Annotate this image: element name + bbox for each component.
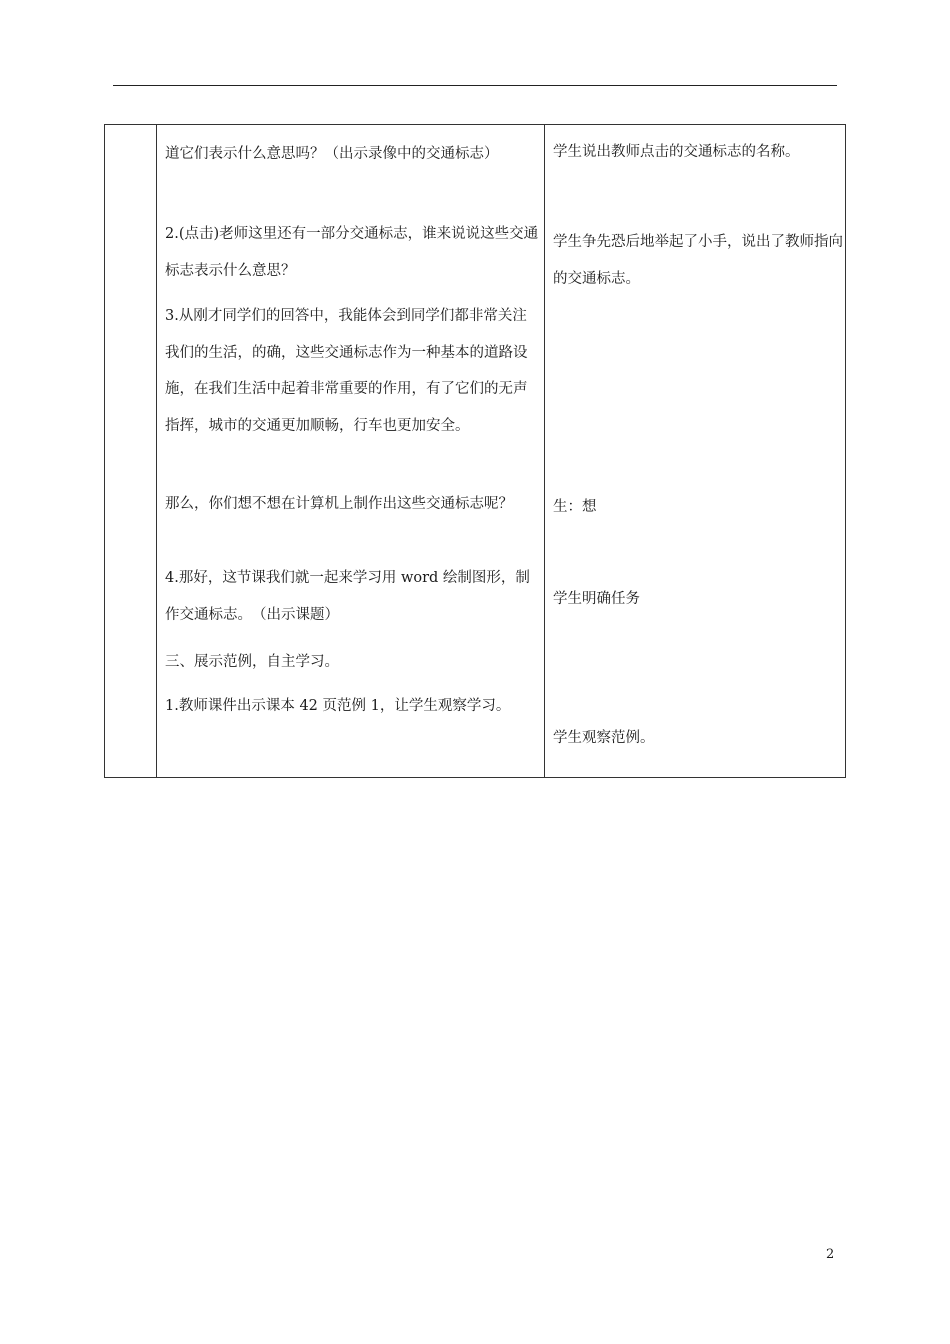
teacher-paragraph: 2.(点击)老师这里还有一部分交通标志，谁来说说这些交通标志表示什么意思？ [165,226,539,279]
student-paragraph: 学生说出教师点击的交通标志的名称。 [553,144,800,160]
student-paragraph: 学生观察范例。 [553,730,655,746]
lesson-table [104,124,846,778]
column-divider [156,125,157,777]
header-rule [113,85,837,86]
teacher-paragraph: 三、展示范例，自主学习。 [165,654,339,670]
column-divider [544,125,545,777]
page-number: 2 [826,1247,835,1262]
teacher-paragraph: 1.教师课件出示课本 42 页范例 1，让学生观察学习。 [165,698,511,714]
teacher-paragraph: 3.从刚才同学们的回答中，我能体会到同学们都非常关注我们的生活，的确，这些交通标志作为一种基本的道路设施，在我们生活中起着非常重要的作用，有了它们的无声指挥，城市的交通更加顺畅，行车也更加安全。 [165,308,528,434]
student-paragraph: 生：想 [553,499,597,515]
student-paragraph: 学生争先恐后地举起了小手，说出了教师指向的交通标志。 [553,234,843,287]
teacher-paragraph: 4.那好，这节课我们就一起来学习用 word 绘制图形，制作交通标志。 （出示课题） [165,570,530,623]
teacher-paragraph: 那么，你们想不想在计算机上制作出这些交通标志呢？ [165,496,513,512]
teacher-paragraph: 道它们表示什么意思吗？（出示录像中的交通标志） [165,146,499,162]
student-paragraph: 学生明确任务 [553,591,640,607]
